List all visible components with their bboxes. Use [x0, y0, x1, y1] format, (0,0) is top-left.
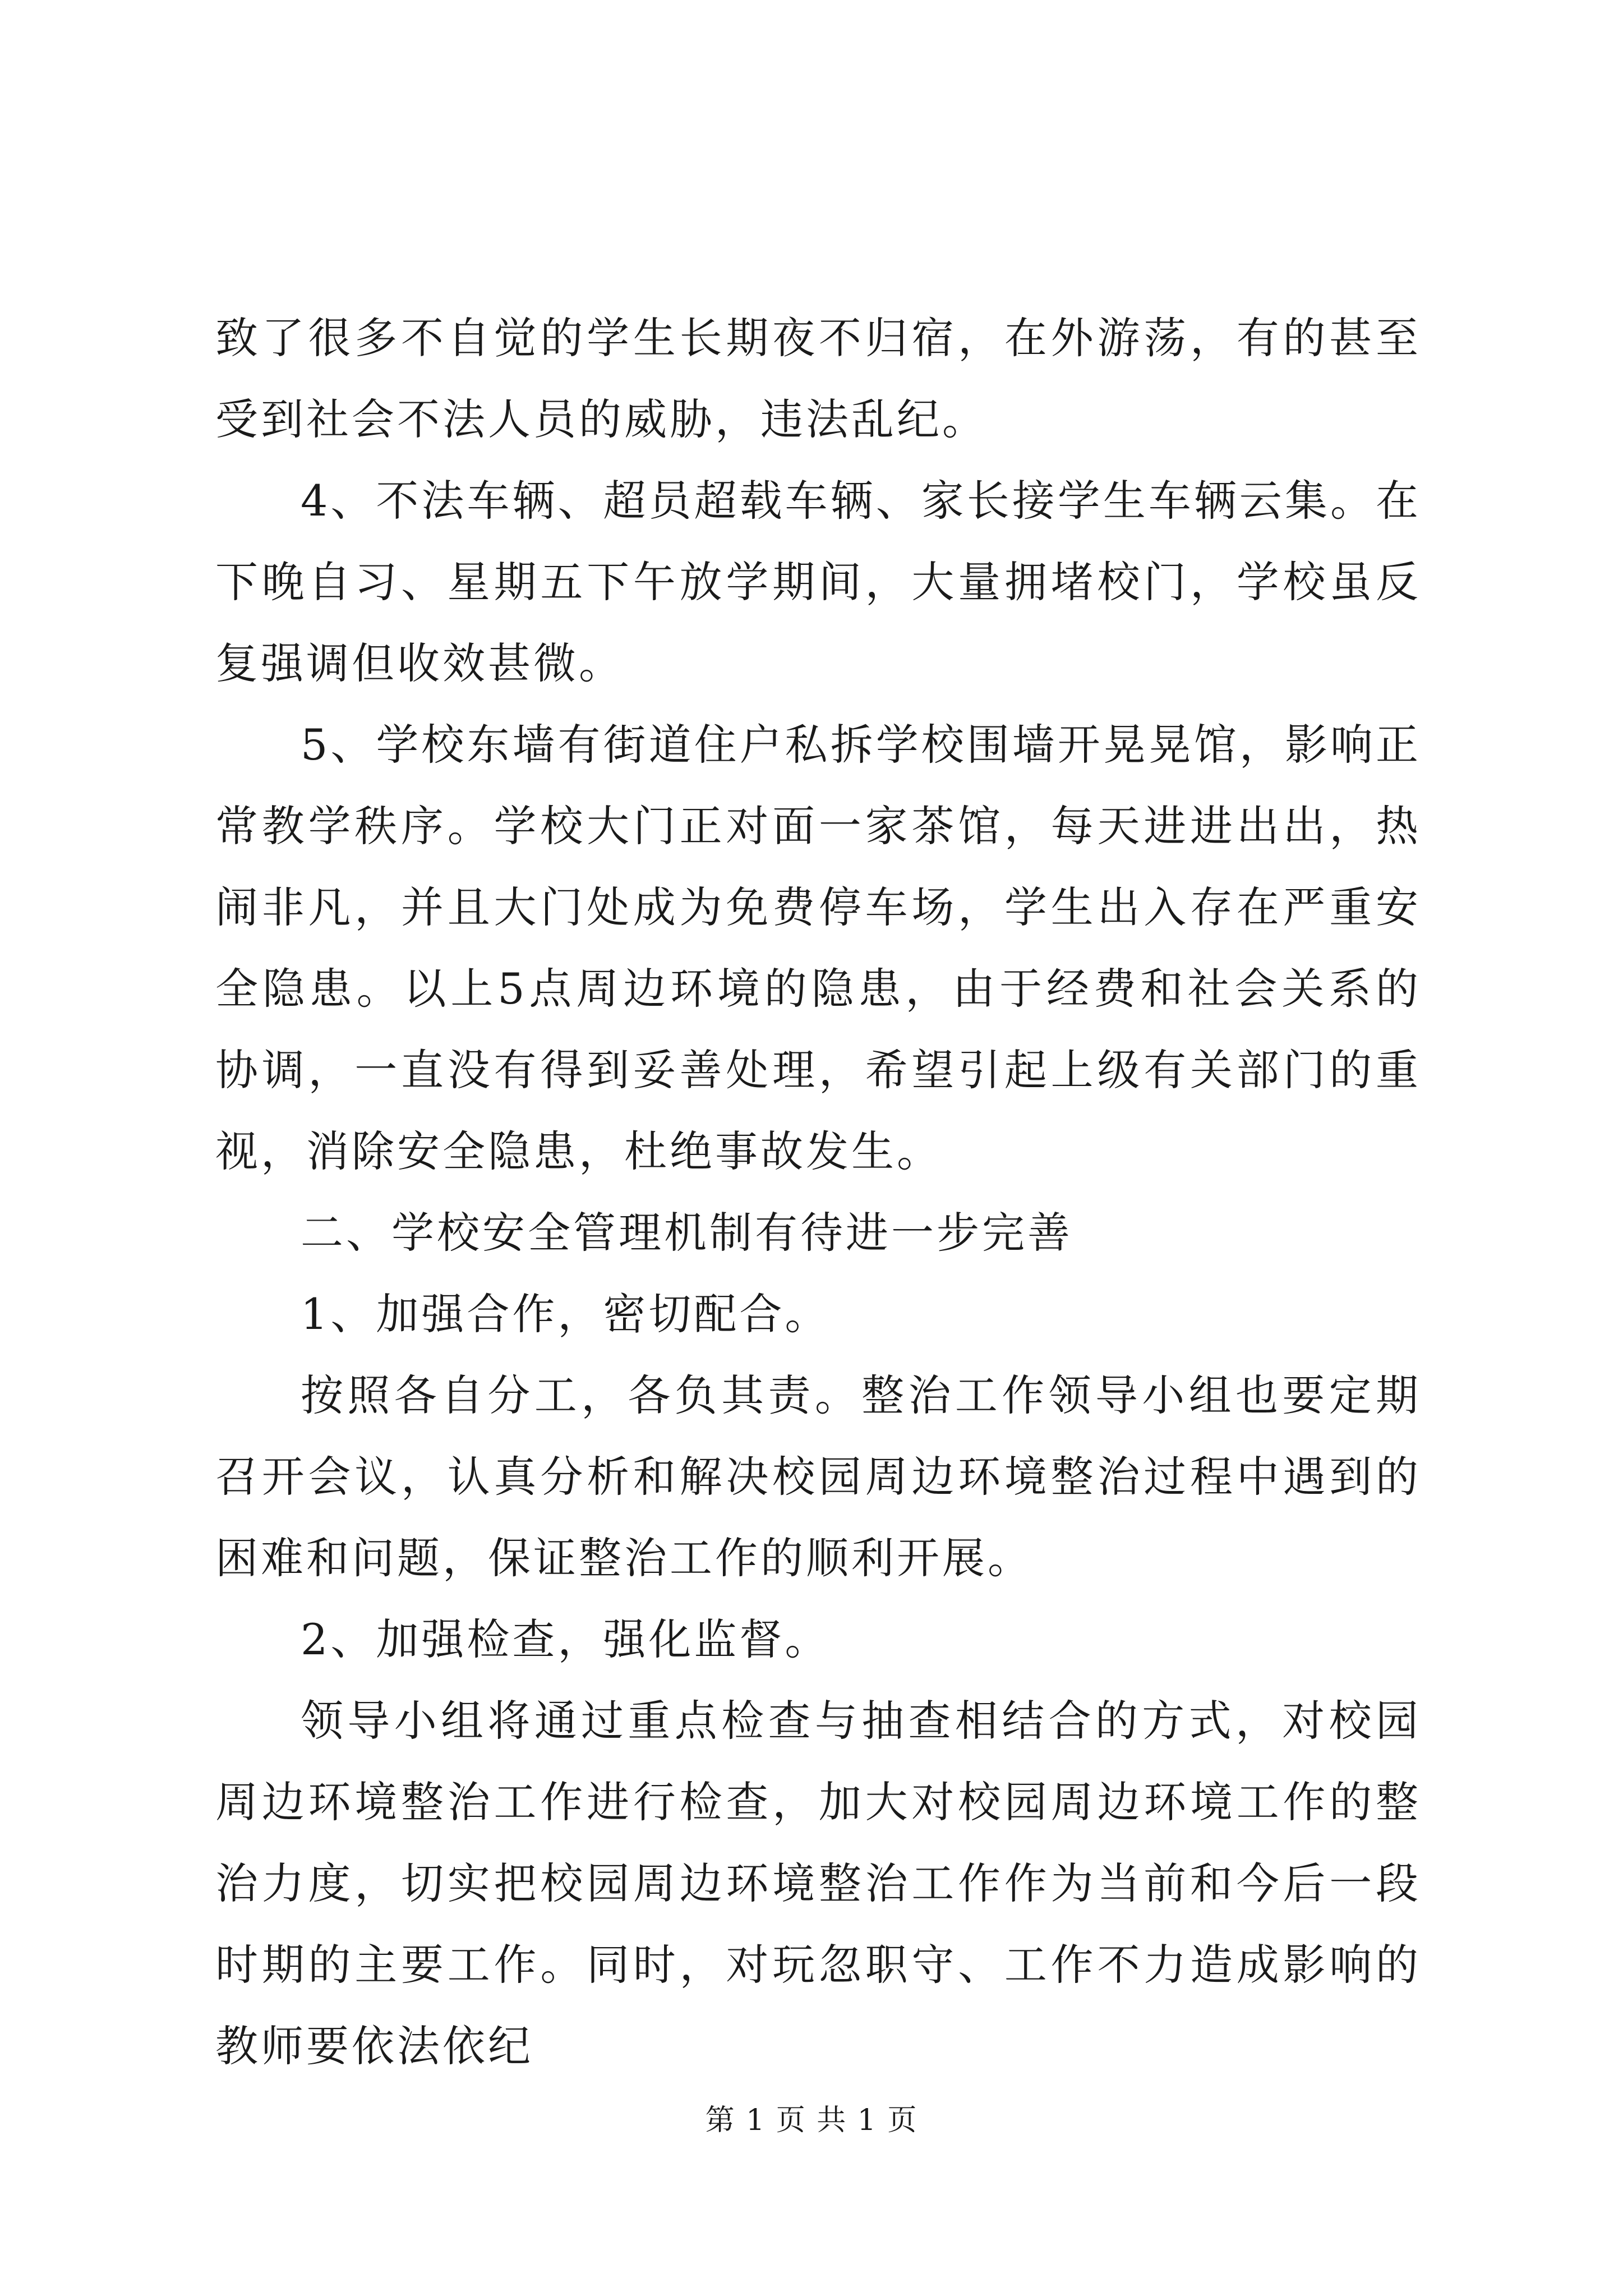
page-footer: 第 1 页 共 1 页: [705, 2104, 918, 2137]
document-body: [215, 297, 1421, 2087]
paragraph: 5、学校东墙有街道住户私拆学校围墙开晃晃馆，影响正常教学秩序。学校大门正对面一家茶馆，每天进进出出，热闹非凡，并且大门处成为免费停车场，学生出入存在严重安全隐患。以上5点周边环境的隐患，由于经费和社会关系的协调，一直没有得到妥善处理，希望引起上级有关部门的重视，消除安全隐患，杜绝事故发生。: [215, 720, 1421, 1176]
section-heading: 二、学校安全管理机制有待进一步完善: [301, 1208, 1073, 1258]
paragraph: 4、不法车辆、超员超载车辆、家长接学生车辆云集。在下晚自习、星期五下午放学期间，大量拥堵校门，学校虽反复强调但收效甚微。: [215, 476, 1421, 688]
subheading: 2、加强检查，强化监督。: [301, 1614, 831, 1664]
paragraph: 按照各自分工，各负其责。整治工作领导小组也要定期召开会议，认真分析和解决校园周边环境整治过程中遇到的困难和问题，保证整治工作的顺利开展。: [215, 1370, 1421, 1583]
paragraph: 致了很多不自觉的学生长期夜不归宿，在外游荡，有的甚至受到社会不法人员的威胁，违法乱纪。: [215, 313, 1421, 444]
paragraph: 领导小组将通过重点检查与抽查相结合的方式，对校园周边环境整治工作进行检查，加大对校园周边环境工作的整治力度，切实把校园周边环境整治工作作为当前和今后一段时期的主要工作。同时，对玩忽职守、工作不力造成影响的教师要依法依纪: [215, 1696, 1421, 2071]
subheading: 1、加强合作，密切配合。: [301, 1289, 831, 1339]
